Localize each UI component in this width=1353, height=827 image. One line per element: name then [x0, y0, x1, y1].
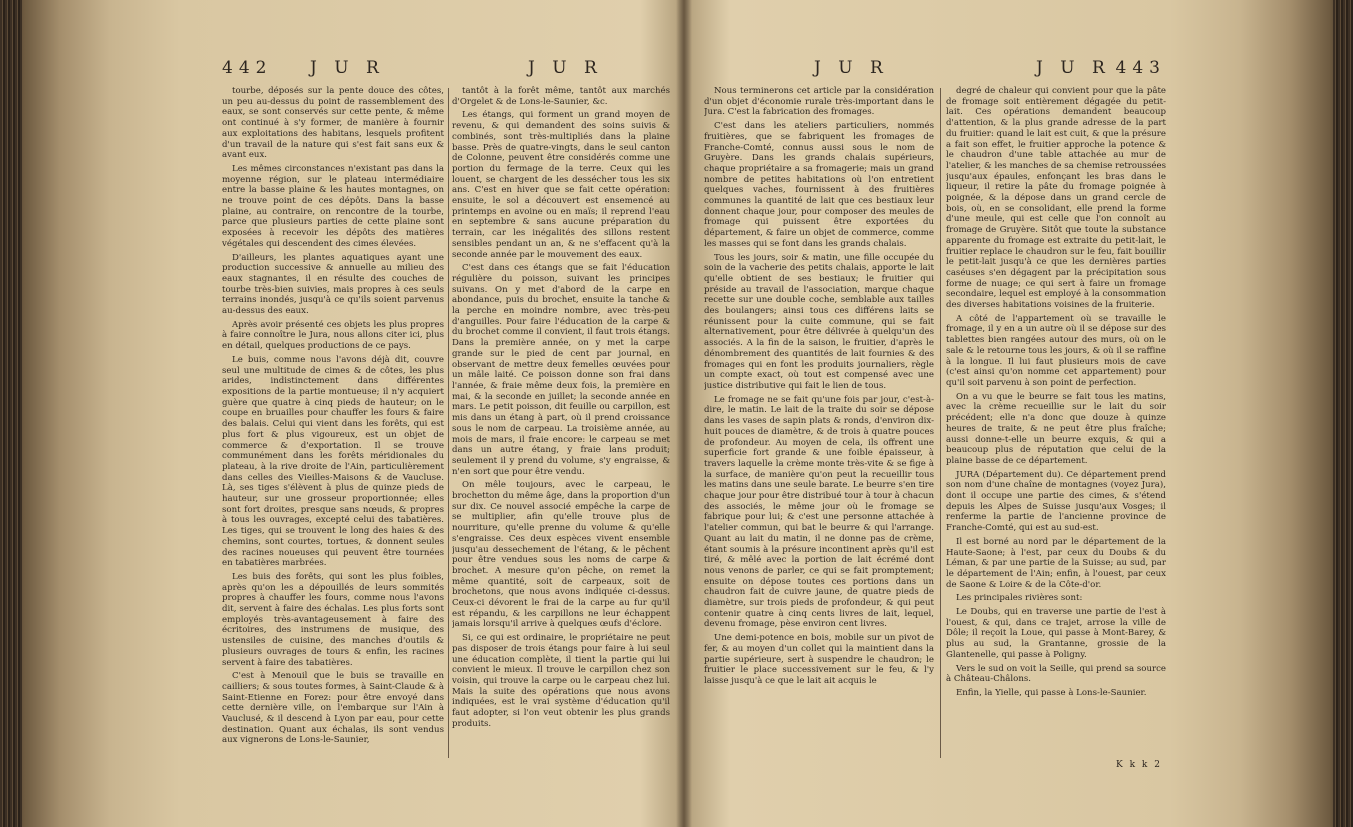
paragraph: On mêle toujours, avec le carpeau, le brochetton du même âge, dans la proportion d'un sur dix. Ce nouvel associé empêche la carpe de se multiplier, afin qu'elle trouve plus de nourriture, qu'elle prenne du volume & qu'elle s'engraisse. Ces deux espèces vivent ensemble jusqu'au dessechement de l'étang, & le pêchent pour être vendues sous les noms de carpe & brochet. A mesure qu'on pêche, on remet la même quantité, soit de carpeaux, soit de brochetons, que nous avons indiquée ci-dessus. Ceux-ci dévorent le frai de la carpe au fur qu'il est répandu, & les carpillons ne leur échappent jamais lorsqu'il arrive à quelques œufs d'éclore. — [452, 480, 670, 630]
paragraph: Tous les jours, soir & matin, une fille occupée du soin de la vacherie des petits chalais, apporte le lait qu'elle obtient de ses bestiaux; le fruitier qui préside au travail de l'association, marque chaque recette sur une double coche, semblable aux tailles des boulangers; ainsi tous ces différens laits se réunissent pour la cuite commune, qui se fait alternativement, pour être délivrée à quelqu'un des associés. A la fin de la saison, le fruitier, d'après le dénombrement des quantités de lait fournies & des fromages qui en font les produits journaliers, règle un compte exact, où tout est compensé avec une justice distributive qui fait le lien de tous. — [704, 252, 934, 391]
left-page-header — [222, 58, 672, 84]
paragraph: JURA (Département du). Ce département prend son nom d'une chaîne de montagnes (voyez Jura), dont il occupe une partie des cimes, & s'étend depuis les Alpes de Suisse jusqu'aux Vosges; il renferme la partie de l'ancienne province de Franche-Comté, qui est au sud-est. — [946, 469, 1166, 534]
paragraph: Le Doubs, qui en traverse une partie de l'est à l'ouest, & qui, dans ce trajet, arrose la ville de Dôle; il reçoit la Loue, qui passe à Mont-Barey, & plus au sud, la Grantanne, grossie de la Glantenelle, qui passe à Poligny. — [946, 607, 1166, 660]
paragraph: C'est dans ces étangs que se fait l'éducation régulière du poisson, suivant les principes suivans. On y met d'abord de la carpe en abondance, puis du brochet, ensuite la tanche & la perche en moindre nombre, avec très-peu d'anguilles. Pour faire l'éducation de la carpe & du brochet comme il convient, il faut trois étangs. Dans la première année, on y met la carpe grande sur le pied de cent par journal, en observant de mettre deux femelles œuvées pour un mâle laité. Ce poisson donne son frai dans l'année, & fraie même deux fois, la première en mai, & la seconde en juillet; la seconde année en mars. Le petit poisson, dit feuille ou carpillon, est mis dans un étang à part, où il prend croissance sous le nom de carpeau. La troisième année, au mois de mars, il fraie encore: le carpeau se met dans un autre étang, y fraie lans produit; seulement il y prend du volume, s'y engraisse, & n'en sort que pour être vendu. — [452, 263, 670, 477]
paragraph: Le buis, comme nous l'avons déjà dit, couvre seul une multitude de cimes & de côtes, les plus arides, indistinctement dans différentes expositions de la partie montueuse; il n'y acquiert guère que quatre à cinq pieds de hauteur; on le coupe en bruailles pour chauffer les fours & faire des balais. Celui qui vient dans les forêts, qui est plus fort & plus vigoureux, est un objet de commerce & d'exportation. Il se trouve communément dans les forêts méridionales du plateau, à la rive droite de l'Ain, particulièrement dans celles des Vieilles-Maisons & de Vaucluse. Là, ses tiges s'élèvent à plus de quinze pieds de hauteur, sur une grosseur proportionnée; elles sont fort droites, presque sans nœuds, & propres à tous les ouvrages, excepté celui des tabatières. Les tiges, qui se trouvent le long des haies & des chemins, sont courtes, tortues, & donnent seules des racines noueuses qui peuvent être tournées en tabatières marbrées. — [222, 354, 444, 569]
paragraph: C'est à Menouil que le buis se travaille en cailliers; & sous toutes formes, à Saint-Claude & à Saint-Etienne en Forez: pour être envoyé dans cette dernière ville, on l'embarque sur l'Ain à Vauclusé, & il descend à Lyon par eau, pour cette destination. Quant aux échalas, ils sont vendus aux vignerons de Lons-le-Saunier, — [222, 671, 444, 746]
running-head: J U R — [310, 58, 385, 78]
text-column — [946, 86, 1166, 756]
right-page-header — [704, 58, 1166, 84]
running-head: J U R — [1036, 58, 1111, 78]
running-head: J U R — [814, 58, 889, 78]
paragraph: tantôt à la forêt même, tantôt aux marchés d'Orgelet & de Lons-le-Saunier, &c. — [452, 86, 670, 107]
column-rule — [940, 88, 941, 758]
signature-mark: K k k 2 — [1116, 760, 1162, 770]
paragraph: C'est dans les ateliers particuliers, nommés fruitières, que se fabriquent les fromages de Franche-Comté, connus aussi sous le nom de Gruyère. Dans les grands chalais supérieurs, chaque propriétaire a sa fromagerie; mais un grand nombre de petites habitations où l'on entretient quelques vaches, fournissent à des fruitières communes la quantité de lait que ces bestiaux leur donnent chaque jour, pour composer des meules de fromage qui puissent être exportées du département, & faire un objet de commerce, comme les masses qui se font dans les grands chalais. — [704, 121, 934, 249]
text-column — [222, 86, 444, 766]
paragraph: Les mêmes circonstances n'existant pas dans la moyenne région, sur le plateau intermédiaire entre la basse plaine & les hautes montagnes, on ne trouve point de ces dépôts. Dans la basse plaine, au contraire, on rencontre de la tourbe, parce que plusieurs parties de cette plaine sont exposées à recevoir les dépôts des matières végétales qui descendent des cimes élevées. — [222, 163, 444, 249]
paragraph: A côté de l'appartement où se travaille le fromage, il y en a un autre où il se dépose sur des tablettes bien rangées autour des murs, où on le sale & le retourne tous les jours, & où il se raffine à la longue. Il lui faut plusieurs mois de cave (c'est ainsi qu'on nomme cet appartement) pour qu'il soit parvenu à son point de perfection. — [946, 313, 1166, 388]
paragraph: Si, ce qui est ordinaire, le propriétaire ne peut pas disposer de trois étangs pour faire à lui seul une éducation complète, il tient la partie qui lui convient le mieux. Il trouve le carpillon chez son voisin, qui trouve la carpe ou le carpeau chez lui. Mais la suite des opérations que nous avons indiquées, est le vrai système d'éducation qu'il faut adopter, si l'on veut obtenir les plus grands produits. — [452, 633, 670, 729]
left-page-edges — [0, 0, 22, 827]
page-number: 442 — [222, 58, 273, 78]
text-column — [452, 86, 670, 766]
paragraph: Enfin, la Yielle, qui passe à Lons-le-Saunier. — [956, 687, 1147, 698]
paragraph: degré de chaleur qui convient pour que la pâte de fromage soit entièrement dégagée du petit-lait. Ces opérations demandent beaucoup d'attention, & la plus grande adresse de la part du fruitier: quand le lait est cuit, & que la présure a fait son effet, le fruitier approche la potence & le chaudron d'une table attachée au mur de l'atelier, & les manches de sa chemise retroussées jusqu'aux épaules, enfonçant les bras dans le liqueur, il retire la pâte du fromage poignée à poignée, & la dépose dans un grand cercle de bois, où, en se consolidant, elle prend la forme d'une meule, qui est celle que l'on connoît au fromage de Gruyère. Sitôt que toute la substance apparente du fromage est extraite du petit-lait, le fruitier replace le chaudron sur le feu, fait bouillir le petit-lait jusqu'à ce que les dernières parties caséuses s'en dégagent par la précipitation sous forme de nuage; ce qui sert à faire un fromage secondaire, lequel est employé à la consommation des diverses habitations voisines de la fruiterie. — [946, 86, 1166, 311]
paragraph: D'ailleurs, les plantes aquatiques ayant une production successive & annuelle au milieu des eaux stagnantes, il en résulte des couches de tourbe très-bien suivies, mais propres à ces seuls terrains inondés, jusqu'à ce qu'ils soient parvenus au-dessus des eaux. — [222, 252, 444, 317]
right-page — [704, 58, 1166, 818]
paragraph: Le fromage ne se fait qu'une fois par jour, c'est-à-dire, le matin. Le lait de la traite du soir se dépose dans les vases de sapin plats & ronds, d'environ dix-huit pouces de diamètre, & de trois à quatre pouces de profondeur. Au moyen de cela, ils offrent une superficie fort grande & une foible épaisseur, à travers laquelle la crème monte très-vite & se fige à la surface, de manière qu'on peut la recueillir tous les matins dans une seule barate. Le beurre s'en tire chaque jour pour être distribué tour à tour à chacun des associés, le même jour où le fromage se fabrique pour lui; & c'est une personne attachée à l'atelier commun, qui bat le beurre & qui l'arrange. Quant au lait du matin, il ne donne pas de crème, étant soumis à la présure incontinent après qu'il est tiré, & mêlé avec la portion de lait écrémé dont nous venons de parler, ce qui se fait promptement; ensuite on dépose toutes ces portions dans un chaudron fait de cuivre jaune, de quatre pieds de diamètre, sur trois pieds de profondeur, & qui peut contenir quatre à cinq cents livres de lait, lequel, devenu fromage, pèse environ cent livres. — [704, 394, 934, 630]
paragraph: On a vu que le beurre se fait tous les matins, avec la crème recueillie sur le lait du soir précédent; elle n'a donc que douze à quinze heures de traite, & ne peut être plus fraîche; aussi donne-t-elle un beurre exquis, & qui a beaucoup plus de réputation que celui de la plaine basse de ce département. — [946, 391, 1166, 466]
paragraph: Il est borné au nord par le département de la Haute-Saone; à l'est, par ceux du Doubs & du Léman, & par une partie de la Suisse; au sud, par le département de l'Ain; enfin, à l'ouest, par ceux de Saone & Loire & de la Côte-d'or. — [946, 536, 1166, 590]
paragraph: Vers le sud on voit la Seille, qui prend sa source à Château-Châlons. — [946, 663, 1166, 685]
page-number: 443 — [1115, 58, 1166, 78]
left-page — [222, 58, 672, 818]
right-page-edges — [1333, 0, 1353, 827]
text-column — [704, 86, 934, 766]
paragraph: Une demi-potence en bois, mobile sur un pivot de fer, & au moyen d'un collet qui la maintient dans la partie supérieure, sert à suspendre le chaudron; le fruitier le place successivement sur le feu, & l'y laisse jusqu'à ce que le lait ait acquis le — [704, 633, 934, 686]
paragraph: Après avoir présenté ces objets les plus propres à faire connoître le Jura, nous allons citer ici, plus en détail, quelques productions de ce pays. — [222, 319, 444, 352]
paragraph: Nous terminerons cet article par la considération d'un objet d'économie rurale très-important dans le Jura. C'est la fabrication des fromages. — [704, 86, 934, 118]
column-rule — [448, 88, 449, 758]
paragraph: Les étangs, qui forment un grand moyen de revenu, & qui demandent des soins suivis & combinés, sont très-multipliés dans la plaine basse. Près de quatre-vingts, dans le seul canton de Colonne, peuvent être considérés comme une portion du fermage de la terre. Ceux qui les louent, se chargent de les dessécher tous les six ans. C'est en hiver que se fait cette opération: ensuite, le sol a découvert est ensemencé au printemps en avoine ou en maïs; il reprend l'eau en septembre & sans aucune préparation du terrain, car les inégalités des sillons restent sensibles pendant un an, & ne s'effacent qu'à la seconde année par le mouvement des eaux. — [452, 110, 670, 260]
paragraph: Les buis des forêts, qui sont les plus foibles, après qu'on les a dépouillés de leurs sommités propres à chauffer les fours, comme nous l'avons dit, servent à faire des échalas. Les plus forts sont employés très-avantageusement à faire des écritoires, des instrumens de musique, des ustensiles de cuisine, des manches d'outils & plusieurs ouvrages de tours & enfin, les racines servent à faire des tabatières. — [222, 571, 444, 668]
running-head: J U R — [528, 58, 603, 78]
paragraph: tourbe, déposés sur la pente douce des côtes, un peu au-dessus du point de rassemblement des eaux, se sont conservés sur cette pente, & même ont continué à s'y former, de manière à fournir aux exploitations des habitans, lesquels profitent d'un travail de la nature qui s'est fait sans eux & avant eux. — [222, 86, 444, 161]
paragraph: Les principales rivières sont: — [956, 593, 1083, 604]
book-gutter — [676, 0, 692, 827]
